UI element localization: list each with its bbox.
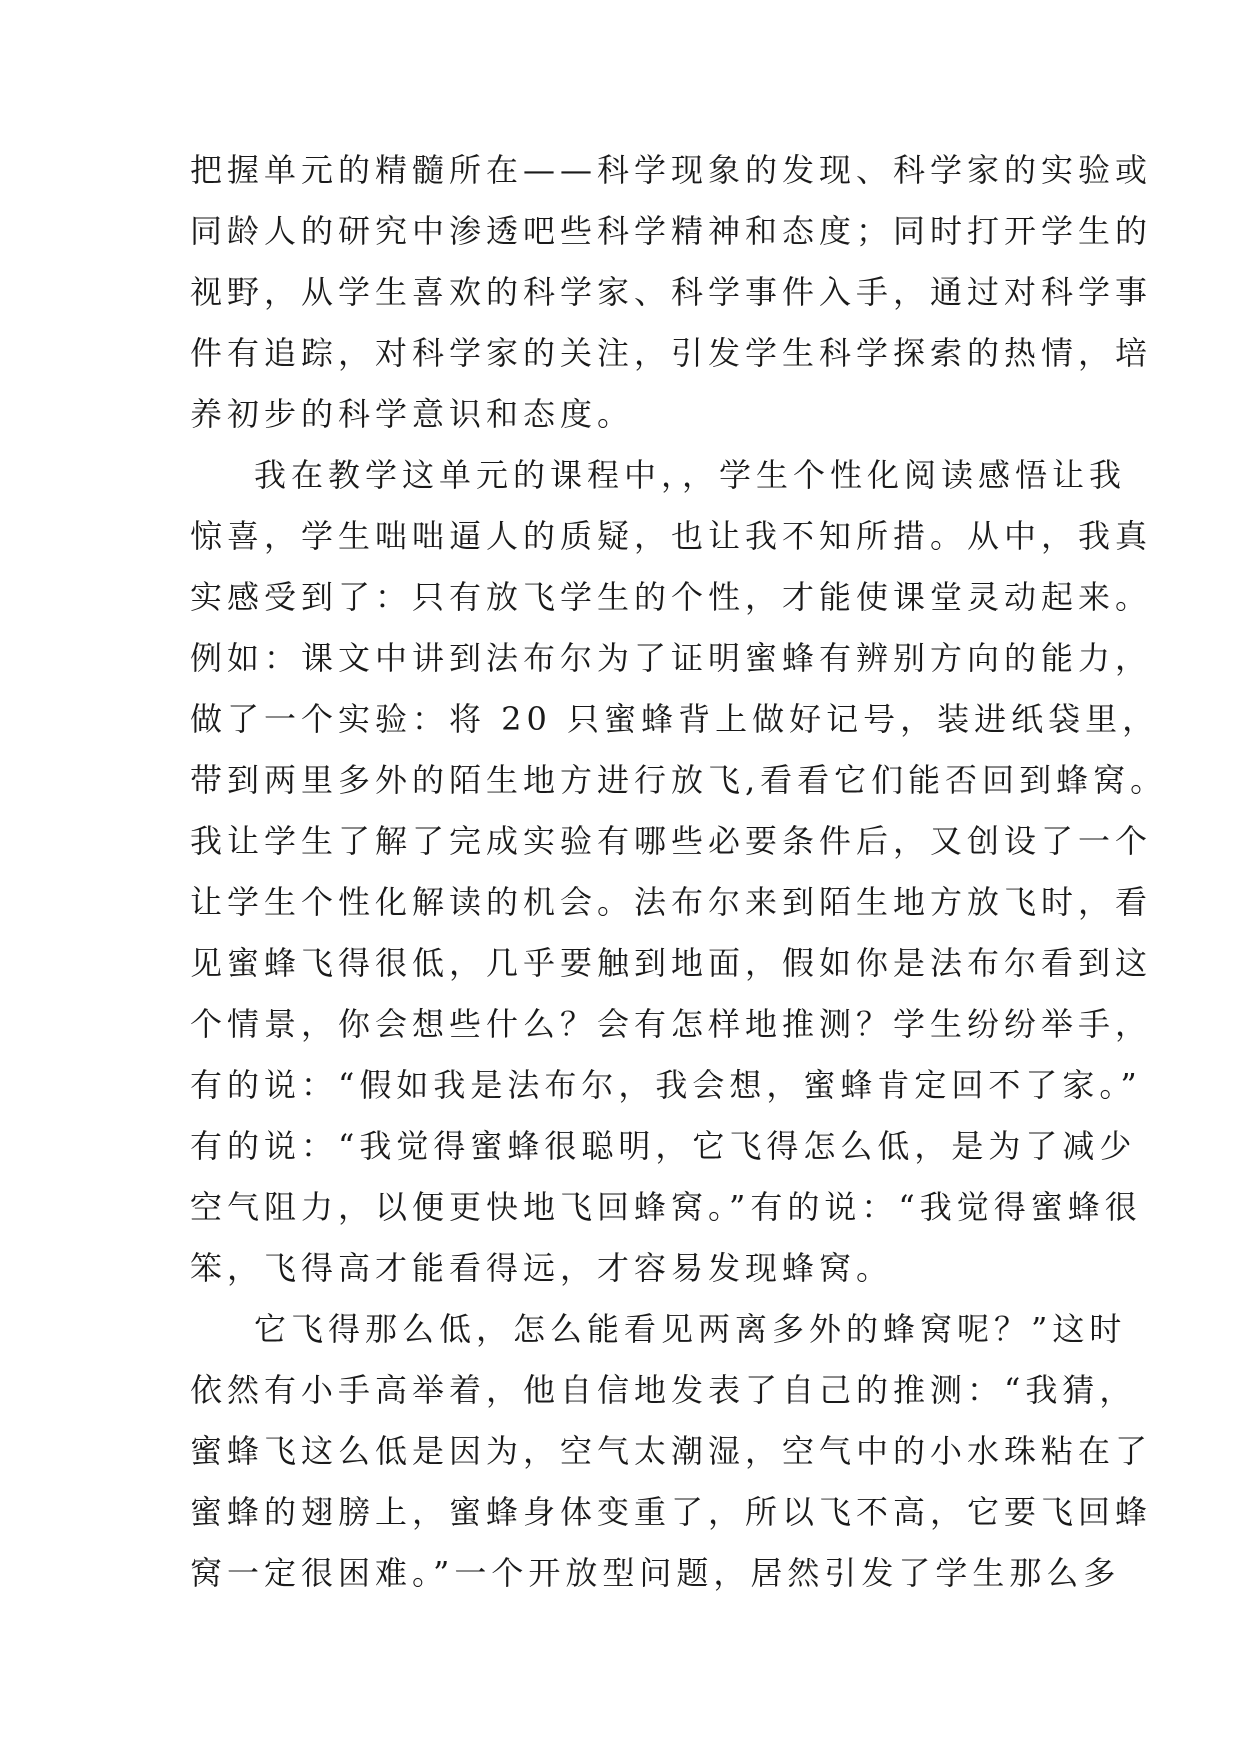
body-text [190,140,1168,1604]
paragraph-first-line: 我在教学这单元的课程中，，学生个性化阅读感悟让我 [254,456,1127,494]
text-line: 笨，飞得高才能看得远，才容易发现蜂窝。 [190,1249,894,1287]
text-line: 惊喜，学生咄咄逼人的质疑，也让我不知所措。从中，我真 [190,517,1153,555]
text-line: 让学生个性化解读的机会。法布尔来到陌生地方放飞时，看 [190,883,1153,921]
text-line: 同龄人的研究中渗透吧些科学精神和态度；同时打开学生的 [190,212,1153,250]
text-line: 有的说：“我觉得蜜蜂很聪明，它飞得怎么低，是为了减少 [190,1127,1137,1165]
text-line: 窝一定很困难。”一个开放型问题，居然引发了学生那么多 [190,1554,1121,1592]
text-line: 蜜蜂飞这么低是因为，空气太潮湿，空气中的小水珠粘在了 [190,1432,1153,1470]
paragraph-first-line: 它飞得那么低，怎么能看见两离多外的蜂窝呢？”这时 [254,1310,1127,1348]
text-line: 个情景，你会想些什么？会有怎样地推测？学生纷纷举手， [190,1005,1153,1043]
text-line: 视野，从学生喜欢的科学家、科学事件入手，通过对科学事 [190,273,1153,311]
text-line: 空气阻力，以便更快地飞回蜂窝。”有的说：“我觉得蜜蜂很 [190,1188,1142,1226]
text-line: 养初步的科学意识和态度。 [190,395,635,433]
text-line: 我让学生了解了完成实验有哪些必要条件后，又创设了一个 [190,822,1153,860]
text-line: 依然有小手高举着，他自信地发表了自己的推测：“我猜， [190,1371,1137,1409]
text-line: 实感受到了：只有放飞学生的个性，才能使课堂灵动起来。 [190,578,1153,616]
text-line: 有的说：“假如我是法布尔，我会想，蜜蜂肯定回不了家。” [190,1066,1142,1104]
text-line: 把握单元的精髓所在——科学现象的发现、科学家的实验或 [190,151,1153,189]
text-line: 做了一个实验：将 20 只蜜蜂背上做好记号，装进纸袋里， [190,700,1160,738]
text-line: 例如：课文中讲到法布尔为了证明蜜蜂有辨别方向的能力， [190,639,1153,677]
text-line: 带到两里多外的陌生地方进行放飞,看看它们能否回到蜂窝。 [190,761,1168,799]
text-line: 见蜜蜂飞得很低，几乎要触到地面，假如你是法布尔看到这 [190,944,1153,982]
text-line: 件有追踪，对科学家的关注，引发学生科学探索的热情，培 [190,334,1153,372]
text-line: 蜜蜂的翅膀上，蜜蜂身体变重了，所以飞不高，它要飞回蜂 [190,1493,1153,1531]
